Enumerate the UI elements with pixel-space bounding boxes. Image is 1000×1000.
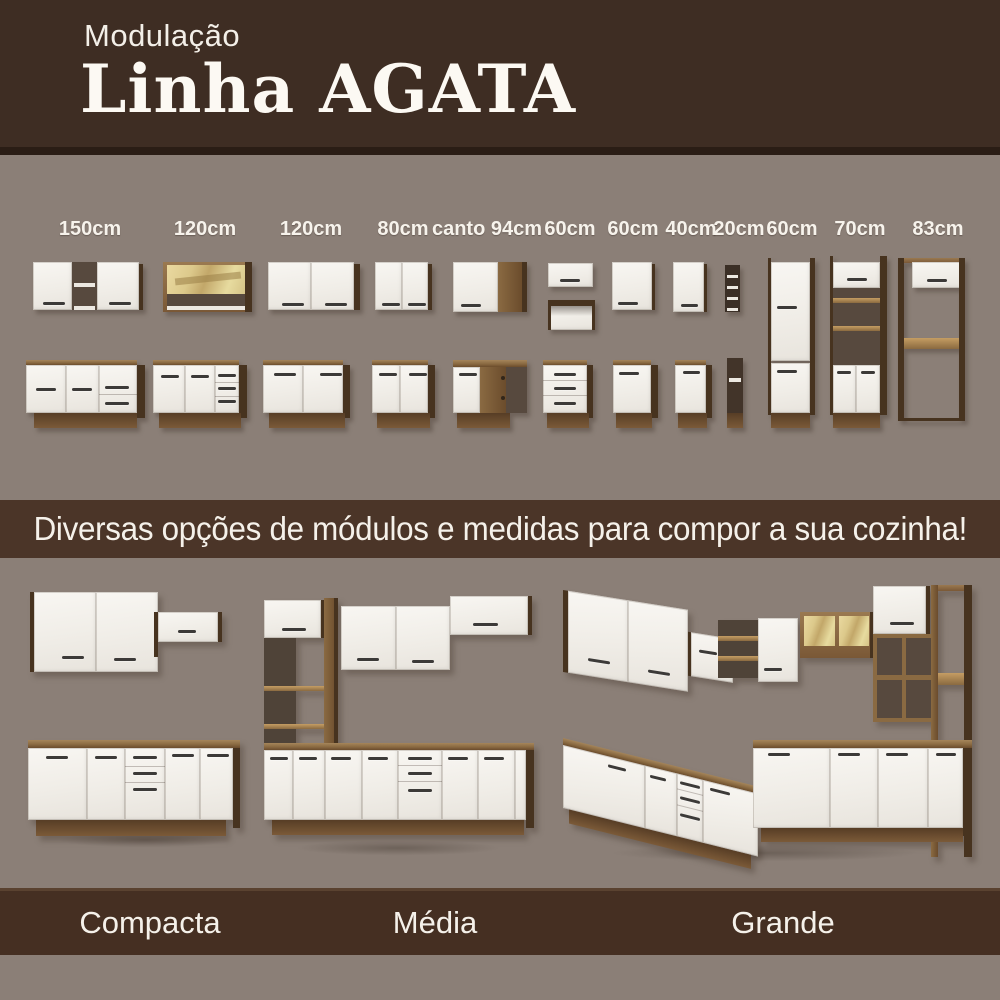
door-handle: [681, 304, 698, 307]
door-handle: [936, 753, 956, 756]
frame-base: [898, 418, 965, 421]
hinge: [501, 376, 505, 380]
countertop: [453, 360, 527, 367]
cabinet-door: [400, 365, 428, 413]
door-handle: [448, 757, 468, 760]
side-panel: [926, 586, 930, 634]
frame-rail: [938, 585, 964, 591]
door-handle: [270, 757, 288, 760]
drawer-handle: [133, 772, 157, 775]
shelf: [727, 308, 738, 311]
cabinet-door: [26, 365, 66, 413]
shelf: [729, 378, 741, 382]
door-handle: [838, 753, 860, 756]
module-40-base: [675, 360, 712, 428]
cabinet-door: [453, 262, 498, 312]
plinth: [771, 413, 810, 428]
side-panel: [526, 750, 534, 828]
kitchen-compacta: [20, 585, 265, 850]
drawer-seam: [125, 782, 165, 783]
cabinet-door: [771, 262, 810, 361]
plinth: [377, 413, 430, 428]
corner-wood-door: [480, 367, 506, 413]
module-size-label: 83cm: [912, 218, 964, 240]
drawer-handle: [218, 374, 236, 377]
drawer-seam: [99, 394, 137, 395]
drawer-handle: [680, 781, 700, 789]
module-60-base: [613, 360, 658, 428]
base-run-right: [753, 740, 972, 842]
side-panel: [139, 264, 143, 310]
open-niche: [877, 638, 902, 675]
module-120-glass-base: [153, 360, 247, 428]
module-size-label: 60cm: [607, 218, 659, 240]
door-handle: [777, 370, 797, 373]
module-40-wall: [673, 262, 707, 312]
kitchen-grande: [548, 580, 972, 858]
door-handle: [368, 757, 388, 760]
cabinet-door: [372, 365, 400, 413]
plinth: [457, 413, 510, 428]
promo-banner: [0, 500, 1000, 558]
header-divider: [0, 147, 1000, 155]
drawer-handle: [133, 788, 157, 791]
door-handle: [62, 656, 84, 659]
door-handle: [484, 757, 504, 760]
cabinet-door: [200, 748, 233, 820]
cabinet-door: [66, 365, 99, 413]
door-handle: [299, 757, 317, 760]
cabinet-door: [673, 262, 704, 312]
drawer-stack: [543, 365, 587, 413]
open-cubby-grid: [873, 634, 935, 722]
cabinet-door: [34, 592, 96, 672]
cabinet-door: [303, 365, 343, 413]
cabinet-door: [264, 600, 321, 638]
cabinet-door: [628, 600, 688, 692]
cabinet-door: [33, 262, 72, 310]
module-70-oven-tower: [830, 256, 887, 428]
door-handle: [207, 754, 229, 757]
door-handle: [608, 764, 626, 771]
plinth: [833, 413, 880, 428]
cabinet-door: [771, 363, 810, 413]
countertop: [753, 740, 972, 748]
door-handle: [473, 623, 498, 626]
cabinet-door: [928, 748, 963, 828]
side-panel: [245, 262, 252, 312]
hinge: [501, 396, 505, 400]
cabinet-door: [97, 262, 139, 310]
side-panel: [651, 365, 658, 418]
side-panel: [704, 264, 707, 312]
open-niche: [906, 638, 931, 675]
module-size-label: canto 94cm: [431, 218, 543, 240]
cabinet-door: [758, 618, 798, 682]
module-150-wall: [33, 262, 143, 310]
door-handle: [837, 371, 851, 374]
drawer-seam: [677, 804, 703, 811]
shelf: [727, 297, 738, 300]
wood-shelf: [264, 686, 325, 691]
module-120-base: [263, 360, 350, 428]
glass-door: [839, 616, 869, 646]
cabinet-door: [912, 262, 962, 288]
wall-run-left: [563, 590, 733, 707]
drawer-stack: [99, 365, 137, 413]
door-handle: [72, 388, 92, 391]
cabinet-door: [28, 748, 87, 820]
kitchen-label-grande: Grande: [731, 905, 835, 940]
door-handle: [710, 788, 730, 796]
wood-shelf: [264, 724, 325, 729]
door-handle: [764, 668, 782, 671]
frame-crossbar: [904, 338, 959, 349]
cabinet-door: [856, 365, 880, 413]
cabinet-door: [375, 262, 402, 310]
side-panel: [239, 365, 247, 418]
drawer-seam: [543, 380, 587, 381]
module-80-wall: [375, 262, 432, 310]
cabinet-door: [675, 365, 706, 413]
cabinet-door: [96, 592, 158, 672]
module-150-base: [26, 360, 145, 428]
door-handle: [172, 754, 194, 757]
cabinet-door: [878, 748, 928, 828]
module-60-niche: [548, 300, 595, 330]
module-size-label: 60cm: [766, 218, 818, 240]
shelf: [727, 286, 738, 289]
side-panel: [592, 300, 595, 330]
door-handle: [847, 278, 867, 281]
plinth: [547, 413, 589, 428]
side-panel: [428, 365, 435, 418]
cabinet-door: [325, 750, 362, 820]
cabinet-door: [645, 765, 677, 836]
drawer-seam: [398, 781, 442, 782]
side-panel: [810, 258, 815, 415]
open-niche: [906, 680, 931, 718]
frame-crossbar: [938, 673, 964, 685]
plinth: [727, 413, 743, 428]
drawer-handle: [408, 789, 432, 792]
door-handle: [861, 371, 875, 374]
door-handle: [409, 373, 427, 376]
side-panel: [137, 365, 145, 418]
cabinet-door: [478, 750, 515, 820]
door-handle: [379, 373, 397, 376]
cabinet-door: [830, 748, 878, 828]
door-handle: [114, 658, 136, 661]
door-handle: [588, 658, 610, 664]
door-handle: [619, 372, 639, 375]
shelf-tower: [727, 358, 743, 413]
countertop: [264, 743, 534, 750]
door-handle: [768, 753, 790, 756]
base-run-left: [563, 738, 758, 873]
side-panel: [528, 596, 532, 635]
shelf: [727, 275, 738, 278]
wood-shelf: [833, 298, 880, 303]
door-handle: [890, 622, 914, 625]
side-panel: [880, 256, 887, 415]
door-handle: [178, 630, 196, 633]
plinth: [761, 828, 963, 842]
door-handle: [320, 373, 342, 376]
drawer-handle: [554, 387, 576, 390]
side-panel: [706, 365, 712, 418]
door-handle: [886, 753, 908, 756]
module-83-fridge-frame: [898, 258, 965, 423]
module-size-label: 20cm: [713, 218, 765, 240]
promo-banner-text: Diversas opções de módulos e medidas para compor a sua cozinha!: [33, 510, 967, 547]
door-handle: [95, 756, 117, 759]
cabinet-door: [873, 586, 926, 634]
cabinet-door: [612, 262, 652, 310]
cabinet-door: [833, 262, 880, 288]
countertop: [28, 740, 240, 748]
drawer-stack: [677, 773, 703, 842]
module-canto-base: [453, 360, 527, 428]
door-handle: [699, 650, 717, 656]
niche-shadow: [548, 306, 595, 316]
door-handle: [191, 375, 209, 378]
kitchen-media: [262, 585, 534, 850]
plinth: [34, 413, 137, 428]
door-handle: [461, 304, 481, 307]
glass-door: [804, 616, 835, 646]
drawer-handle: [554, 402, 576, 405]
door-handle: [357, 658, 379, 661]
base-run: [28, 740, 240, 838]
cabinet-door: [833, 365, 856, 413]
corner-open-shelves: [718, 620, 758, 678]
door-handle: [927, 279, 947, 282]
drawer-seam: [398, 765, 442, 766]
door-handle: [161, 375, 179, 378]
door-handle: [650, 775, 666, 782]
drawer-handle: [133, 756, 157, 759]
drawer-handle: [680, 813, 700, 821]
cabinet-door: [87, 748, 125, 820]
door-handle: [331, 757, 351, 760]
cabinet-door: [293, 750, 325, 820]
cabinet-door: [453, 367, 480, 413]
open-niche: [167, 294, 245, 306]
module-canto-wall: [453, 262, 527, 312]
cabinet-door: [442, 750, 478, 820]
door-handle: [459, 373, 477, 376]
door-handle: [777, 306, 797, 309]
plinth: [272, 820, 524, 835]
cabinet-door: [568, 591, 628, 683]
drawer-handle: [218, 387, 236, 390]
cabinet-door: [268, 262, 311, 310]
door-handle: [109, 302, 131, 305]
door-handle: [683, 371, 700, 374]
cabinet-door: [362, 750, 398, 820]
drawer-handle: [680, 796, 700, 804]
cabinet-door: [153, 365, 185, 413]
glass-wall-cabinet: [800, 612, 873, 658]
drawer-handle: [554, 373, 576, 376]
wood-shelf: [718, 636, 758, 641]
cabinet-door: [613, 365, 651, 413]
glass-door: [167, 265, 245, 294]
module-20-base-shelves: [727, 358, 743, 428]
drawer-handle: [105, 386, 129, 389]
module-120-wall: [268, 262, 360, 310]
drawer-stack: [215, 365, 239, 413]
cabinet-door: [185, 365, 215, 413]
drawer-stack: [125, 748, 165, 820]
shelf: [167, 306, 245, 310]
end-panel: [515, 750, 526, 820]
side-panel: [233, 748, 240, 828]
cabinet-door: [264, 750, 293, 820]
cabinet-door: [263, 365, 303, 413]
drawer-seam: [125, 766, 165, 767]
door-handle: [408, 303, 426, 306]
module-size-label: 120cm: [279, 218, 343, 240]
module-size-label: 70cm: [834, 218, 886, 240]
open-niche: [877, 680, 902, 718]
drawer-handle: [218, 400, 236, 403]
side-panel: [218, 612, 222, 642]
cabinet-door: [396, 606, 450, 670]
door-handle: [282, 303, 304, 306]
door-handle: [36, 388, 56, 391]
drawer-handle: [105, 402, 129, 405]
kitchen-label-media: Média: [392, 905, 478, 940]
plinth: [36, 820, 226, 836]
shelf: [74, 283, 95, 287]
door-handle: [412, 660, 434, 663]
cabinet-door: [158, 612, 218, 642]
kitchen-label-compacta: Compacta: [79, 905, 221, 940]
door-handle: [282, 628, 306, 631]
frame-stile: [959, 258, 965, 418]
cabinet-door: [450, 596, 528, 635]
module-60-tall-pantry: [768, 258, 815, 428]
drawer-stack: [398, 750, 442, 820]
side-panel: [334, 598, 338, 743]
module-60-wall: [612, 262, 655, 310]
module-size-label: 150cm: [58, 218, 122, 240]
drawer-seam: [215, 382, 239, 383]
drawer-seam: [215, 396, 239, 397]
module-60-flip-wall: [548, 263, 593, 287]
corner-wood-panel: [498, 262, 522, 312]
drawer-seam: [677, 788, 703, 795]
door-handle: [560, 279, 580, 282]
side-panel: [587, 365, 593, 418]
cabinet-door: [753, 748, 830, 828]
module-120-glass-wall: [163, 262, 252, 312]
door-handle: [382, 303, 400, 306]
drawer-seam: [543, 395, 587, 396]
module-size-label: 60cm: [544, 218, 596, 240]
flip-door: [548, 263, 593, 287]
plinth: [616, 413, 652, 428]
door-handle: [274, 373, 296, 376]
cabinet-door: [311, 262, 354, 310]
cabinet-door: [341, 606, 396, 670]
wood-shelf: [833, 326, 880, 331]
header-banner: [0, 0, 1000, 147]
side-panel: [963, 748, 972, 836]
side-panel: [652, 264, 655, 310]
side-panel: [548, 300, 551, 330]
module-size-label: 80cm: [377, 218, 429, 240]
side-panel: [343, 365, 350, 418]
header-kicker: Modulação: [84, 18, 241, 53]
open-corner-shadow: [506, 367, 527, 413]
cabinet-door: [402, 262, 428, 310]
wood-reflection: [175, 272, 241, 286]
drawer-handle: [408, 757, 432, 760]
wood-shelf: [718, 656, 758, 661]
shelf: [74, 306, 95, 310]
page-title: Linha AGATA: [80, 50, 577, 128]
side-panel: [428, 264, 432, 310]
door-handle: [43, 302, 65, 305]
drawer-handle: [408, 772, 432, 775]
door-handle: [618, 302, 638, 305]
module-size-label: 40cm: [665, 218, 717, 240]
base-run: [264, 743, 534, 835]
side-panel: [354, 264, 360, 310]
door-handle: [46, 756, 68, 759]
module-60-drawer-base: [543, 360, 593, 428]
door-handle: [648, 669, 670, 675]
door-handle: [325, 303, 347, 306]
module-size-label: 120cm: [173, 218, 237, 240]
cabinet-door: [165, 748, 200, 820]
module-20-wall-shelves: [725, 265, 740, 312]
side-panel: [522, 262, 527, 312]
module-80-base: [372, 360, 435, 428]
plinth: [269, 413, 345, 428]
plinth: [678, 413, 707, 428]
plinth: [159, 413, 241, 428]
